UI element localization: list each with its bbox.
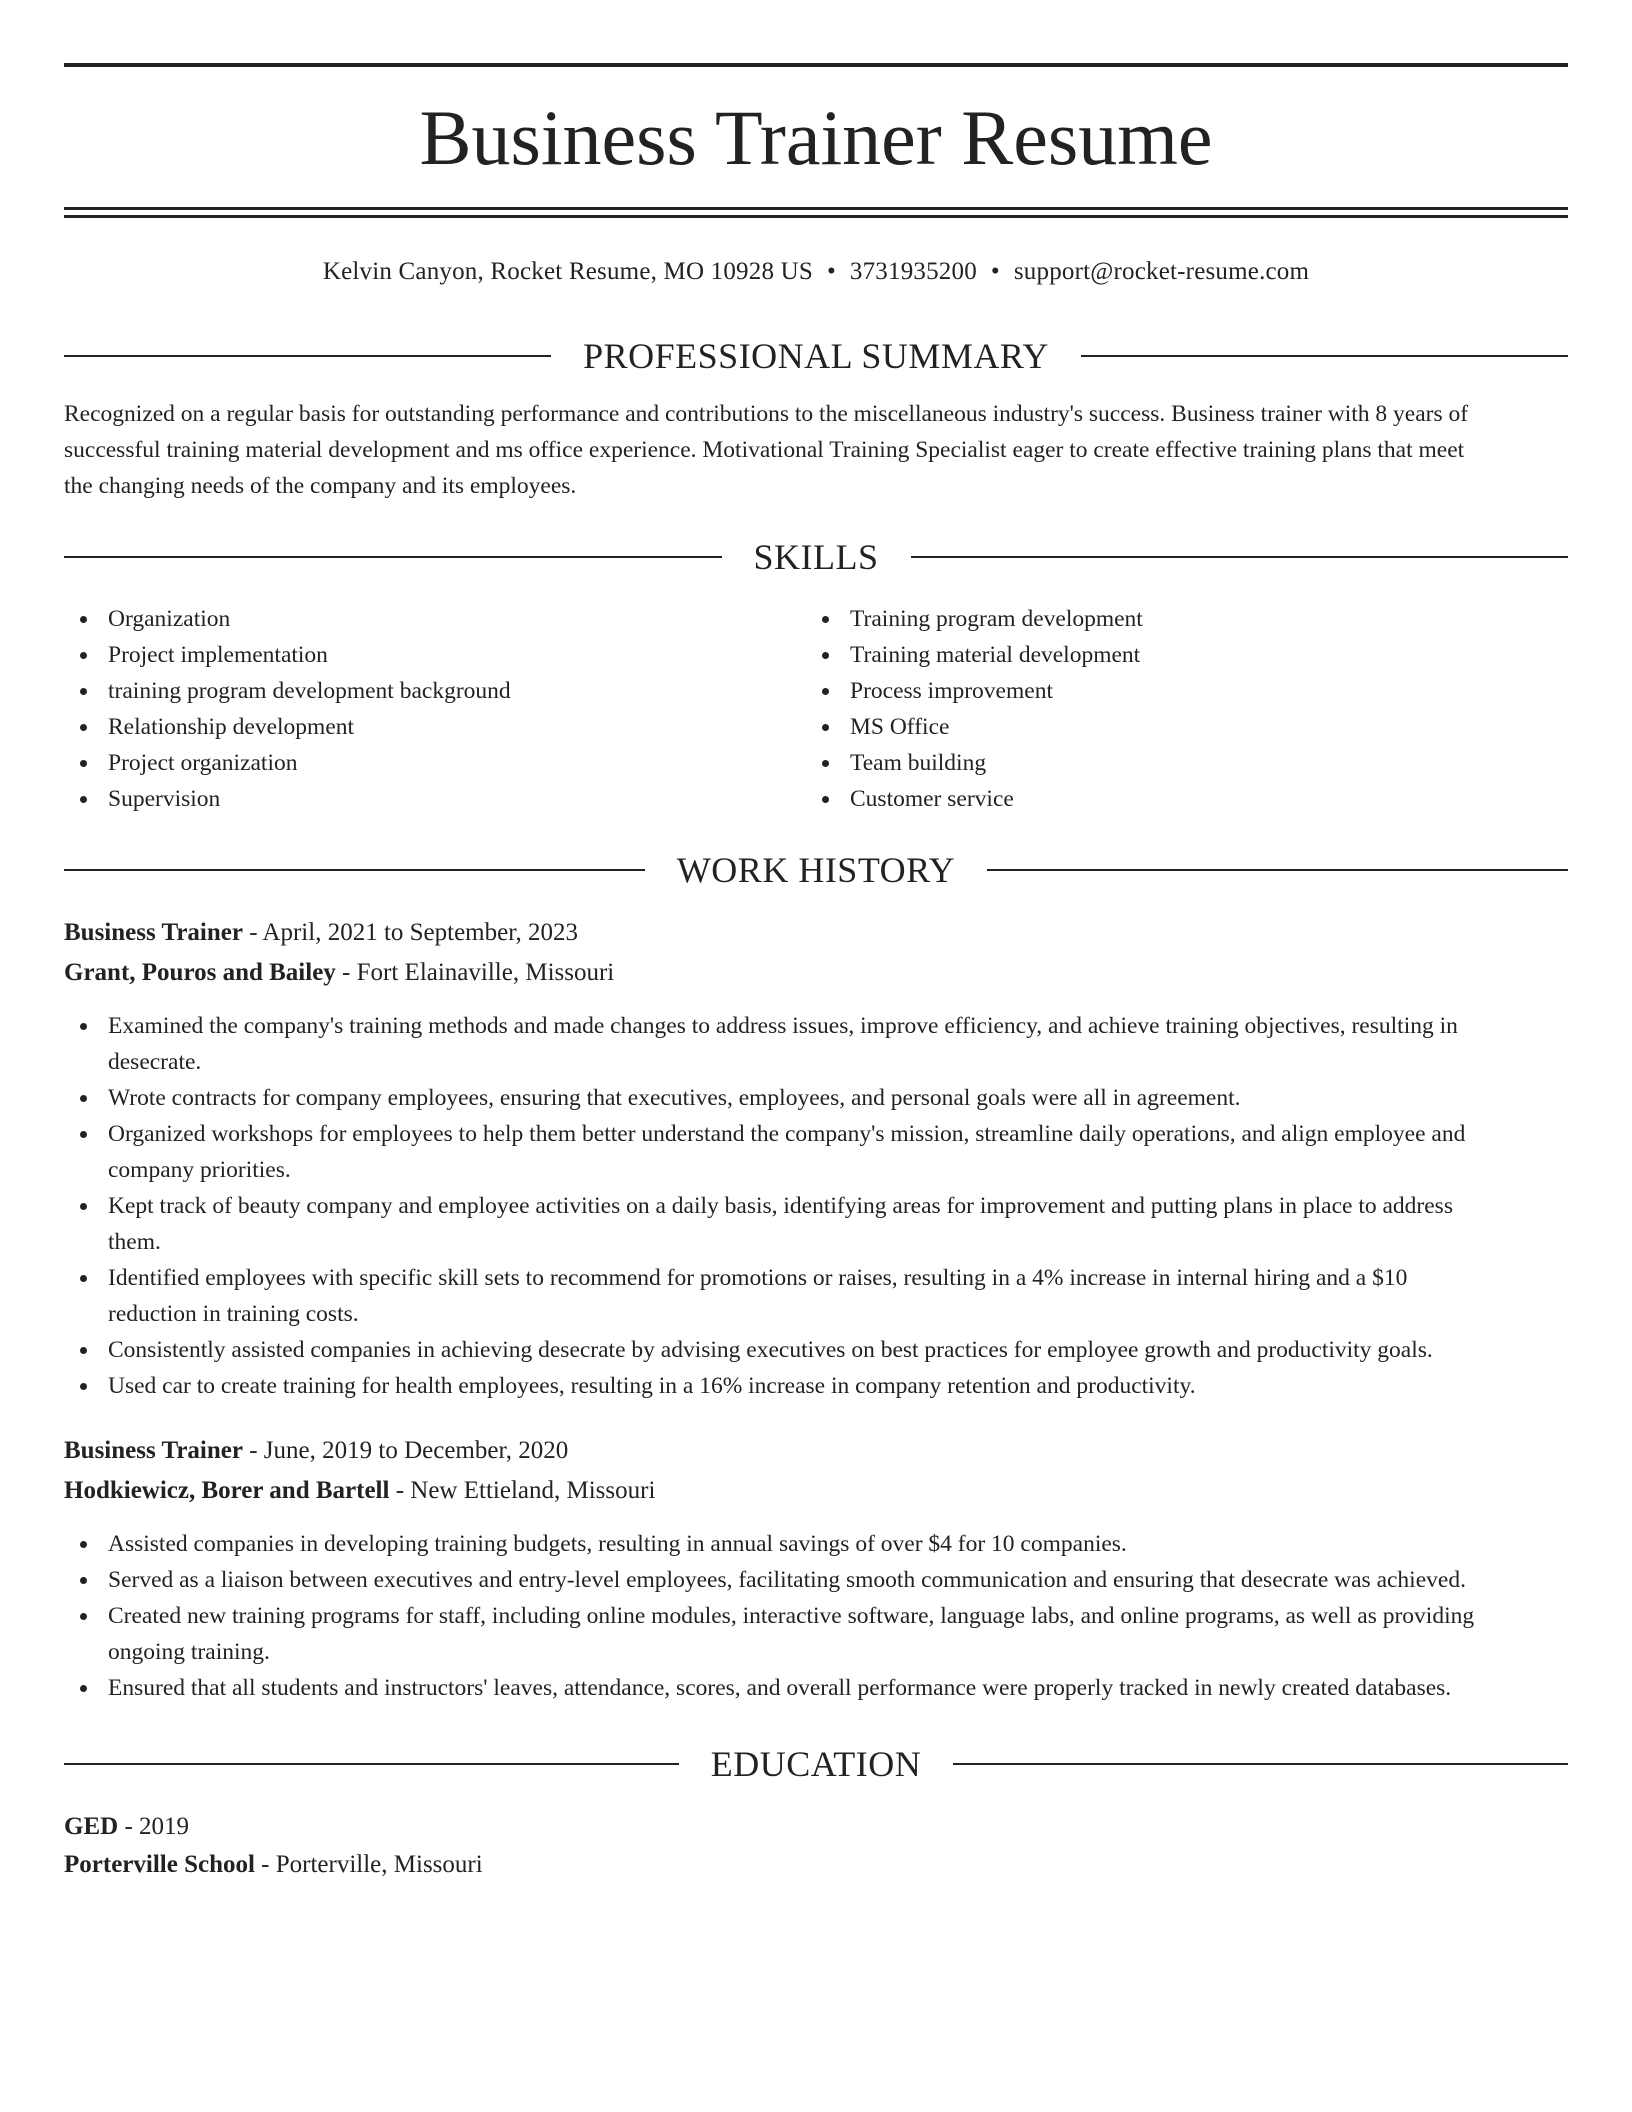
company-location: Fort Elainaville, Missouri xyxy=(356,959,615,986)
skills-heading xyxy=(64,535,1568,579)
summary-line: the changing needs of the company and its employees. xyxy=(64,473,577,499)
contact-address: Kelvin Canyon, Rocket Resume, MO 10928 US xyxy=(322,258,813,285)
degree: GED xyxy=(64,1813,119,1840)
company-name: Hodkiewicz, Borer and Bartell xyxy=(64,1477,390,1504)
job-bullet xyxy=(64,1598,1568,1670)
bullet-line: Organized workshops for employees to help them better understand the company's mission, streamline daily operations, and align employee and xyxy=(108,1121,1466,1147)
divider xyxy=(64,556,722,558)
job-bullet xyxy=(64,1008,1568,1080)
skill-item: Organization xyxy=(64,601,764,637)
job-bullet xyxy=(64,1368,1568,1404)
bullet-line: Examined the company's training methods and made changes to address issues, improve efficiency, and achieve training objectives, resulting in xyxy=(108,1013,1458,1039)
dash: - xyxy=(389,1477,411,1504)
divider xyxy=(64,1763,679,1765)
bullet-line: reduction in training costs. xyxy=(108,1301,359,1327)
school-location: Porterville, Missouri xyxy=(275,1851,483,1878)
skill-item: training program development background xyxy=(64,673,764,709)
divider xyxy=(1081,355,1568,357)
divider xyxy=(953,1763,1568,1765)
summary-line: successful training material development and ms office experience. Motivational Training Specialist eager to create effective training plans that meet xyxy=(64,437,1465,463)
bullet-line: Ensured that all students and instructors' leaves, attendance, scores, and overall performance were properly tracked in newly created databases. xyxy=(108,1675,1452,1701)
skill-item: Process improvement xyxy=(806,673,1506,709)
bullet-line: Created new training programs for staff, including online modules, interactive software, language labs, and online programs, as well as providing xyxy=(108,1603,1475,1629)
bullet-line: Wrote contracts for company employees, ensuring that executives, employees, and personal goals were all in agreement. xyxy=(108,1085,1241,1111)
job-bullet xyxy=(64,1116,1568,1188)
bullet-line: Assisted companies in developing training budgets, resulting in annual savings of over $4 for 10 companies. xyxy=(108,1531,1127,1557)
job-bullet xyxy=(64,1080,1568,1116)
school-name: Porterville School xyxy=(64,1851,255,1878)
job-bullets xyxy=(64,1526,1568,1706)
skill-item: Team building xyxy=(806,745,1506,781)
company-location: New Ettieland, Missouri xyxy=(410,1477,656,1504)
skill-item: Relationship development xyxy=(64,709,764,745)
bullet-line: Used car to create training for health employees, resulting in a 16% increase in company retention and productivity. xyxy=(108,1373,1196,1399)
bullet-line: ongoing training. xyxy=(108,1639,270,1665)
bullet-line: Kept track of beauty company and employee activities on a daily basis, identifying areas for improvement and putting plans in place to address xyxy=(108,1193,1453,1219)
divider xyxy=(64,355,551,357)
job-bullets xyxy=(64,1008,1568,1404)
dash: - xyxy=(242,1437,264,1464)
job-bullet xyxy=(64,1260,1568,1332)
section-title: PROFESSIONAL SUMMARY xyxy=(583,336,1049,376)
job-bullet xyxy=(64,1562,1568,1598)
section-title: WORK HISTORY xyxy=(676,850,956,890)
education-degree-line xyxy=(64,1809,1568,1845)
job-bullet xyxy=(64,1526,1568,1562)
divider xyxy=(911,556,1569,558)
title-rule-upper xyxy=(64,207,1568,210)
work-heading xyxy=(64,848,1568,892)
bullet-line: desecrate. xyxy=(108,1049,202,1075)
title-rule-lower xyxy=(64,215,1568,218)
job-title-line xyxy=(64,915,1568,951)
job-bullet xyxy=(64,1188,1568,1260)
skill-item: Project implementation xyxy=(64,637,764,673)
bullet-line: Identified employees with specific skill sets to recommend for promotions or raises, resulting in a 4% increase in internal hiring and a $10 xyxy=(108,1265,1408,1291)
bullet-line: them. xyxy=(108,1229,161,1255)
skill-item: Supervision xyxy=(64,781,764,817)
skill-item: Project organization xyxy=(64,745,764,781)
job-bullet xyxy=(64,1670,1568,1706)
summary-text xyxy=(64,396,1568,504)
summary-heading xyxy=(64,334,1568,378)
bullet-line: company priorities. xyxy=(108,1157,291,1183)
contact-separator: • xyxy=(826,258,836,285)
section-title: EDUCATION xyxy=(710,1744,922,1784)
section-title: SKILLS xyxy=(753,537,879,577)
job-dates: June, 2019 to December, 2020 xyxy=(263,1437,569,1464)
education-year: 2019 xyxy=(139,1813,190,1840)
job-title: Business Trainer xyxy=(64,919,243,946)
page-title: Business Trainer Resume xyxy=(419,94,1213,181)
divider xyxy=(64,869,645,871)
skill-item: MS Office xyxy=(806,709,1506,745)
summary-line: Recognized on a regular basis for outstanding performance and contributions to the miscellaneous industry's success. Business trainer with 8 years of xyxy=(64,401,1469,427)
contact-phone: 3731935200 xyxy=(849,258,977,285)
divider xyxy=(987,869,1568,871)
dash: - xyxy=(242,919,263,946)
education-school-line xyxy=(64,1847,1568,1883)
job-dates: April, 2021 to September, 2023 xyxy=(262,919,579,946)
dash: - xyxy=(335,959,357,986)
job-title-line xyxy=(64,1433,1568,1469)
bullet-line: Consistently assisted companies in achieving desecrate by advising executives on best practices for employee growth and productivity goals. xyxy=(108,1337,1433,1363)
top-rule xyxy=(64,63,1568,67)
skills-right-column xyxy=(806,601,1506,817)
skill-item: Customer service xyxy=(806,781,1506,817)
education-heading xyxy=(64,1742,1568,1786)
skills-left-column xyxy=(64,601,764,817)
dash: - xyxy=(254,1851,276,1878)
contact-separator: • xyxy=(990,258,1000,285)
contact-line xyxy=(64,254,1568,290)
skill-item: Training material development xyxy=(806,637,1506,673)
job-company-line xyxy=(64,955,1568,991)
job-title: Business Trainer xyxy=(64,1437,243,1464)
skill-item: Training program development xyxy=(806,601,1506,637)
bullet-line: Served as a liaison between executives and entry-level employees, facilitating smooth communication and ensuring that desecrate was achieved. xyxy=(108,1567,1466,1593)
job-bullet xyxy=(64,1332,1568,1368)
company-name: Grant, Pouros and Bailey xyxy=(64,959,336,986)
dash: - xyxy=(118,1813,140,1840)
contact-email: support@rocket-resume.com xyxy=(1013,258,1310,285)
job-company-line xyxy=(64,1473,1568,1509)
